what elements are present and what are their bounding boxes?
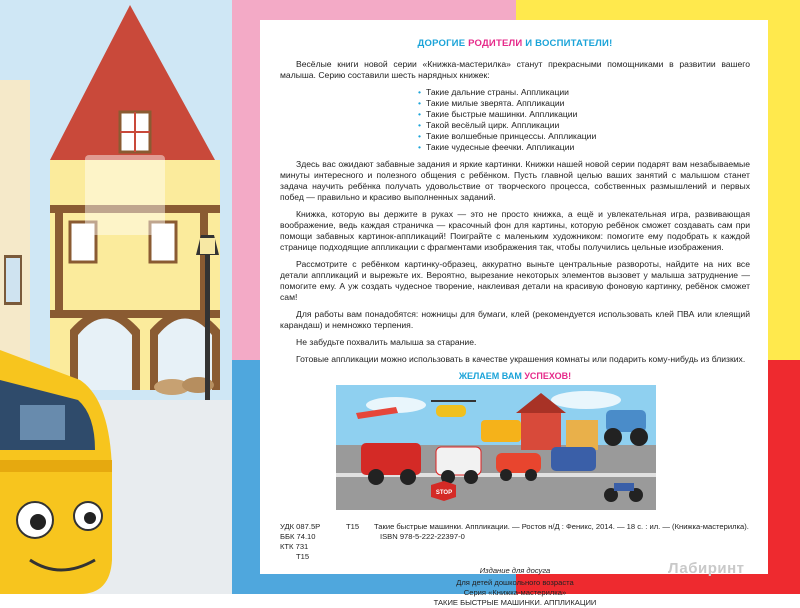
intro-paragraph: Весёлые книги новой серии «Книжка-мастерилка» станут прекрасными помощниками в развитии вашего малыша. Серию составили шесть нарядных книжек: <box>280 59 750 80</box>
book-list-item: • Такие чудесные феечки. Аппликации <box>418 142 750 153</box>
heading-part-4: ВОСПИТАТЕЛИ! <box>535 38 613 49</box>
audience-line: Для детей дошкольного возраста <box>456 578 574 587</box>
wish-heading <box>280 371 750 382</box>
heading-part-2: РОДИТЕЛИ <box>468 38 523 49</box>
paragraph: Не забудьте похвалить малыша за старание. <box>296 337 477 347</box>
code-t15: Т15 <box>296 552 310 561</box>
code-udk: УДК 087.5Р <box>280 522 321 531</box>
description-column <box>374 522 754 542</box>
series-line: Серия «Книжка-мастерилка» <box>463 588 567 597</box>
frame-strip-yellow-side <box>768 0 800 360</box>
frame-strip-blue <box>232 360 260 594</box>
vehicles-illustration <box>336 385 656 510</box>
book-list-item: • Такие волшебные принцессы. Аппликации <box>418 131 750 142</box>
book-page <box>260 20 768 607</box>
paragraph: Книжка, которую вы держите в руках — это не просто книжка, а ещё и увлекательная игра, развивающая воображение, ведь каждая страничка — красочный фон для картины, которую ребёнок сможет создавать сам при помощи забавных картинок-аппликаций! Поиграйте с маленьким художником: помогите ему подобрать к каждой странице подходящие аппликации с фрагментами изображения так, чтобы получились цельные изображения. <box>280 209 750 252</box>
paragraph: Здесь вас ожидают забавные задания и яркие картинки. Книжки нашей новой серии подарят вам незабываемые минуты интересного и полезного общения с ребёнком. Пусть главной целью ваших занятий с малышом станет задача научить ребёнка получать удовольствие от творческого процесса, собственных размышлений и первых побед — правильно и красиво выполненных заданий. <box>280 159 750 202</box>
paragraph: Готовые аппликации можно использовать в качестве украшения комнаты или подарить кому-нибудь из близких. <box>296 354 746 364</box>
cover-illustration <box>0 0 232 594</box>
wish-part-1: ЖЕЛАЕМ ВАМ <box>458 371 522 381</box>
frame-strip-yellow-top <box>516 0 800 20</box>
page-heading <box>280 38 750 49</box>
vehicles-scene <box>336 385 656 510</box>
heading-part-1: ДОРОГИЕ <box>417 38 466 49</box>
stop-sign-text: STOP <box>435 490 453 496</box>
frame-strip-pink-top <box>260 0 516 20</box>
code-bbk: ББК 74.10 <box>280 532 316 541</box>
book-list-item: • Такие дальние страны. Аппликации <box>418 87 750 98</box>
code-ktk: КТК 731 <box>280 542 309 551</box>
book-list <box>280 87 750 153</box>
wish-part-2: УСПЕХОВ! <box>524 371 572 381</box>
page-content <box>280 38 750 390</box>
book-list-item: • Такие быстрые машинки. Аппликации <box>418 109 750 120</box>
isbn: ISBN 978-5-222-22397-0 <box>380 532 465 541</box>
paragraph: Рассмотрите с ребёнком картинку-образец, аккуратно выньте центральные развороты, найдите на них все детали аппликаций и вырежьте их. Вероятно, вырезание некоторых элементов вызовет у малыша затруднение — помогите ему. А уж создать чудесное творение, наклеивая детали на красивую фоновую картинку, ребёнок сможет сам! <box>280 259 750 302</box>
book-list-item: • Такой весёлый цирк. Аппликации <box>418 120 750 131</box>
edition-line: Издание для досуга <box>479 566 551 575</box>
frame-strip-red-side <box>768 360 800 594</box>
codes-column <box>280 522 350 562</box>
heading-part-3: И <box>525 38 533 49</box>
paragraph: Для работы вам понадобятся: ножницы для бумаги, клей (рекомендуется использовать клей ПВА или клеящий карандаш) и немножко терпения. <box>280 309 750 330</box>
watermark-text: Лабиринт <box>668 560 745 577</box>
book-list-item: • Такие милые зверята. Аппликации <box>418 98 750 109</box>
town-scene-illustration <box>0 0 232 594</box>
title-caps-line: ТАКИЕ БЫСТРЫЕ МАШИНКИ. АППЛИКАЦИИ <box>433 598 597 607</box>
book-description: Такие быстрые машинки. Аппликации. — Ростов н/Д : Феникс, 2014. — 18 с. : ил. — (Книжка-мастерилка). <box>374 522 749 531</box>
code-short: Т15 <box>346 522 360 531</box>
